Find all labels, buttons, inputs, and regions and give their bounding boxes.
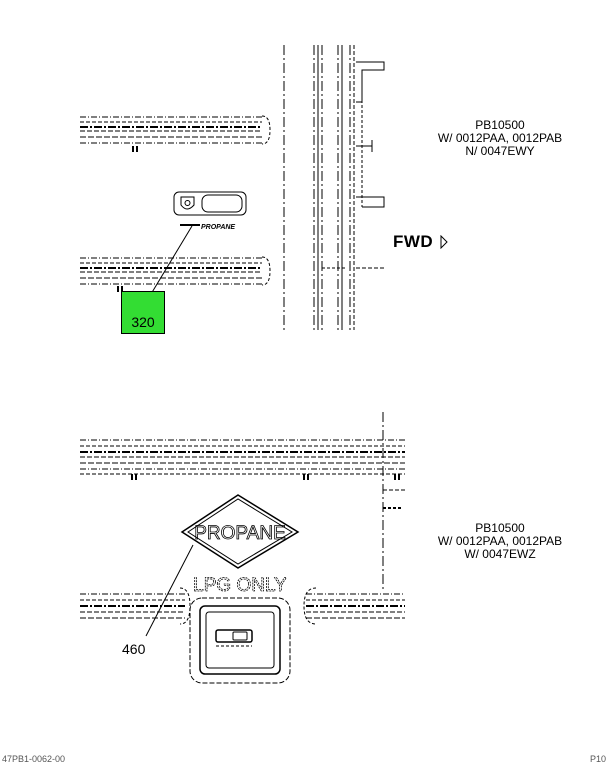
footer-right: P10 bbox=[589, 754, 606, 764]
lower-view-note bbox=[430, 522, 570, 561]
propane-decal-upper bbox=[174, 192, 246, 225]
fwd-label: FWD bbox=[393, 232, 434, 251]
diamond-text: PROPANE bbox=[194, 523, 286, 544]
upper-view-note bbox=[430, 119, 570, 158]
footer-left: 47PB1-0062-00 bbox=[2, 754, 66, 764]
lower-note-line-2: W/ 0012PAA, 0012PAB bbox=[437, 534, 563, 548]
lower-note-line-1: PB10500 bbox=[475, 521, 525, 535]
upper-cross-members bbox=[284, 45, 384, 330]
upper-note-line-3: N/ 0047EWY bbox=[465, 144, 535, 158]
callout-number-460[interactable]: 460 bbox=[122, 641, 146, 657]
lower-frame-rail bbox=[80, 412, 405, 590]
fwd-arrow-icon bbox=[439, 235, 449, 249]
decal-text-upper: PROPANE bbox=[201, 224, 236, 231]
upper-frame-rail-1 bbox=[80, 116, 270, 152]
lower-note-line-3: W/ 0047EWZ bbox=[464, 547, 536, 561]
upper-note-line-1: PB10500 bbox=[475, 118, 525, 132]
callout-number-320: 320 bbox=[131, 314, 155, 330]
lpg-only-text: LPG ONLY bbox=[193, 575, 287, 596]
forward-indicator bbox=[393, 232, 448, 252]
fuel-door-panel bbox=[190, 598, 290, 683]
upper-note-line-2: W/ 0012PAA, 0012PAB bbox=[437, 131, 563, 145]
upper-frame-rail-2 bbox=[80, 257, 270, 292]
callout-box-320[interactable] bbox=[121, 291, 165, 334]
